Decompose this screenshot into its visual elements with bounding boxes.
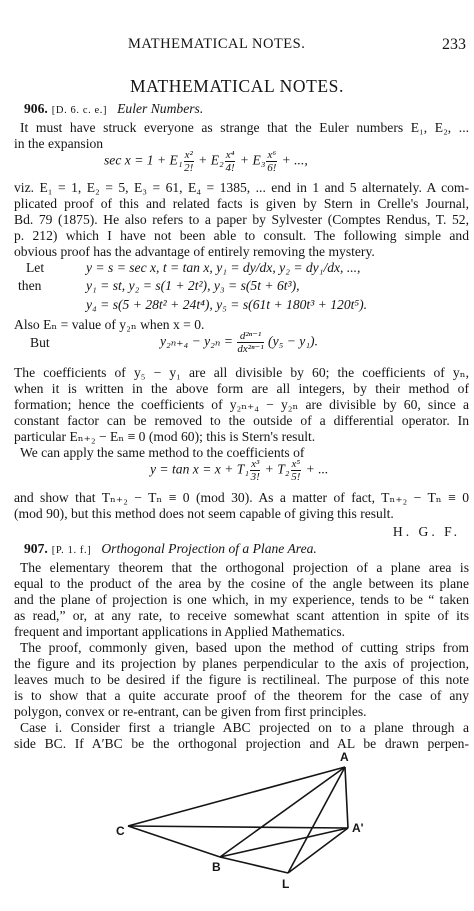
eq-tan-frac-1 bbox=[250, 458, 260, 483]
note-906-line: particular Eₙ₊₂ − Eₙ ≡ 0 (mod 60); this is Stern's result. bbox=[14, 429, 316, 444]
running-head-title: MATHEMATICAL NOTES. bbox=[128, 36, 306, 52]
edge-C-B bbox=[128, 826, 220, 857]
equation-then-1: y₁ = st, y₂ = s(1 + 2t²), y₃ = s(5t + 6t³), bbox=[86, 278, 300, 293]
section-title: MATHEMATICAL NOTES. bbox=[130, 76, 344, 96]
note-907-heading bbox=[24, 541, 317, 559]
eq-but-rhs: (y₅ − y₁). bbox=[264, 333, 318, 349]
equation-then-2: y₄ = s(5 + 28t² + 24t⁴), y₅ = s(61t + 180t³ + 120t⁵). bbox=[86, 297, 368, 312]
note-906-line: p. 212) which I have not been able to consult. The following simple and bbox=[14, 228, 469, 243]
page-number: 233 bbox=[442, 36, 466, 53]
but-word: But bbox=[30, 335, 50, 350]
note-907-line: The proof, commonly given, based upon the method of cutting strips from bbox=[20, 640, 469, 655]
equation-let: y = s = sec x, t = tan x, y₁ = dy/dx, y₂ = dy₁/dx, ..., bbox=[86, 260, 361, 275]
note-906-line: (mod 90), but this method does not seem capable of giving this result. bbox=[14, 506, 394, 521]
note-907-title: Orthogonal Projection of a Plane Area. bbox=[101, 541, 317, 556]
note-906-line: We can apply the same method to the coefficients of bbox=[20, 445, 305, 460]
note-906-title: Euler Numbers. bbox=[117, 101, 204, 116]
note-906-line: The coefficients of y₅ − y₁ are all divisible by 60; the coefficients of yₙ, bbox=[14, 365, 469, 380]
note-907-line: The elementary theorem that the orthogonal projection of a plane area is bbox=[20, 560, 469, 575]
eq-sec-den-1: 2! bbox=[184, 162, 194, 174]
eq-sec-frac-3 bbox=[266, 149, 277, 174]
note-906-line: plicated proof of this and related facts is given by Stern in Crelle's Journal, bbox=[14, 196, 469, 211]
note-906-heading bbox=[24, 101, 203, 119]
running-head bbox=[0, 36, 474, 56]
edge-A-L bbox=[288, 767, 345, 873]
note-907-line: frequent and important applications in Applied Mathematics. bbox=[14, 624, 346, 639]
note-907-code: [P. 1. f.] bbox=[51, 545, 92, 556]
eq-sec-den-2: 4! bbox=[225, 162, 235, 174]
equation-tan-expansion bbox=[150, 458, 328, 483]
note-906-line: in the expansion bbox=[14, 136, 104, 151]
eq-sec-num-3: x⁶ bbox=[267, 149, 277, 161]
eq-sec-frac-1 bbox=[184, 149, 194, 174]
eq-tan-mid: + T₂ bbox=[261, 461, 290, 477]
note-906-line: Bd. 79 (1875). He also refers to a paper by Sylvester (Comptes Rendus, T. 52, bbox=[14, 212, 469, 227]
note-907-line: equal to the product of the area by the cosine of the angle between its plane bbox=[14, 576, 469, 591]
eq-sec-mid-1: + E₂ bbox=[194, 152, 224, 168]
eq-tan-tail: + ... bbox=[302, 461, 329, 477]
note-907-line: polygon, convex or re-entrant, can be given from first principles. bbox=[14, 704, 367, 719]
eq-sec-num-2: x⁴ bbox=[225, 149, 235, 161]
note-907-line: as read,” or, at any rate, to receive somewhat scant attention in spite of its bbox=[14, 608, 469, 623]
note-907-line: side BC. If A′BC be the orthogonal projection and AL be drawn perpen- bbox=[14, 736, 469, 751]
eq-tan-den-2: 5! bbox=[291, 471, 301, 483]
eq-tan-num-1: x³ bbox=[251, 458, 260, 470]
note-906-line: viz. E₁ = 1, E₂ = 5, E₃ = 61, E₄ = 1385, ... end in 1 and 5 alternately. A com- bbox=[14, 180, 469, 195]
eq-tan-num-2: x⁵ bbox=[291, 458, 301, 470]
eq-sec-num-1: x² bbox=[184, 149, 193, 161]
let-word: Let bbox=[26, 260, 45, 275]
eq-but-lhs: y₂ₙ₊₄ − y₂ₙ = bbox=[160, 333, 237, 349]
equation-sec-expansion bbox=[104, 149, 308, 174]
label-B: B bbox=[212, 860, 221, 874]
projection-diagram bbox=[100, 735, 474, 911]
then-word: then bbox=[18, 278, 42, 293]
eq-sec-frac-2 bbox=[225, 149, 236, 174]
eq-tan-den-1: 3! bbox=[250, 471, 260, 483]
note-906-line: constant factor can be removed to the outside of a differential operator. In bbox=[14, 413, 469, 428]
note-906-code: [D. 6. c. e.] bbox=[51, 105, 108, 116]
label-A: A bbox=[340, 750, 349, 764]
note-906-line: when it is written in the above form are all integers, by their method of bbox=[14, 381, 469, 396]
equation-but bbox=[160, 330, 318, 355]
edge-A-Aprime bbox=[345, 767, 348, 828]
eq-but-frac bbox=[237, 330, 263, 355]
note-907-line: leaves much to be desired if the figure is rectilineal. The purpose of this note bbox=[14, 672, 469, 687]
note-907-line: the figure and its projection by planes perpendicular to the axis of projection, bbox=[14, 656, 469, 671]
note-906-line: obvious proof has the advantage of entirely removing the mystery. bbox=[14, 244, 375, 259]
edge-B-L bbox=[220, 857, 288, 873]
label-C: C bbox=[116, 824, 125, 838]
note-906-line: formation; hence the coefficients of y₂ₙ₊₄ − y₂ₙ are divisible by 60, since a bbox=[14, 397, 469, 412]
eq-sec-tail: + ..., bbox=[278, 152, 308, 168]
eq-tan-frac-2 bbox=[291, 458, 302, 483]
edge-C-Aprime bbox=[128, 826, 348, 828]
label-L: L bbox=[282, 877, 290, 891]
eq-sec-lhs: sec x = 1 + E₁ bbox=[104, 152, 183, 168]
eq-sec-den-3: 6! bbox=[267, 162, 277, 174]
eq-tan-lhs: y = tan x = x + T₁ bbox=[150, 461, 250, 477]
eq-but-den: dx²ⁿ⁻¹ bbox=[237, 343, 264, 355]
eq-sec-mid-2: + E₃ bbox=[236, 152, 266, 168]
note-906-line: It must have struck everyone as strange that the Euler numbers E₁, E₂, ... bbox=[20, 120, 469, 135]
note-907-number: 907. bbox=[24, 541, 48, 556]
note-906-line: Also Eₙ = value of y₂ₙ when x = 0. bbox=[14, 317, 205, 332]
edge-A-C bbox=[128, 767, 345, 826]
note-906-number: 906. bbox=[24, 101, 48, 116]
note-907-line: and the plane of projection is one which, in my experience, tends to be “ taken bbox=[14, 592, 469, 607]
note-907-line: Case i. Consider first a triangle ABC projected on to a plane through a bbox=[20, 720, 469, 735]
note-907-line: is to show that a quite accurate proof of the theorem for the case of any bbox=[14, 688, 469, 703]
label-A-prime: A' bbox=[352, 821, 364, 835]
note-906-signature: H. G. F. bbox=[392, 524, 460, 539]
note-906-line: and show that Tₙ₊₂ − Tₙ ≡ 0 (mod 30). As a matter of fact, Tₙ₊₂ − Tₙ ≡ 0 bbox=[14, 490, 469, 505]
eq-but-num: d²ⁿ⁻¹ bbox=[237, 330, 263, 343]
